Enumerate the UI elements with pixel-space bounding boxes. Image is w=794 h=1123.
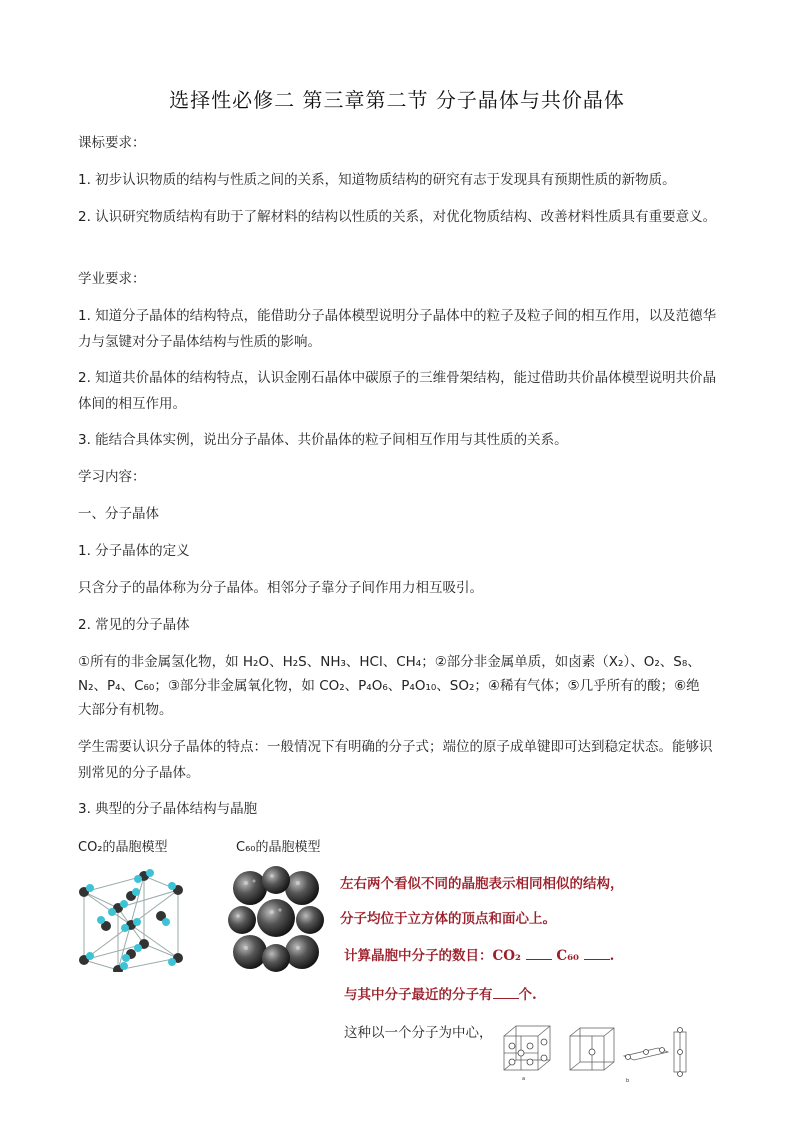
nearest-question-label: 与其中分子最近的分子有	[344, 987, 493, 1003]
center-text: 这种以一个分子为中心，	[344, 1025, 493, 1041]
academic-item-3: 3. 能结合具体实例，说出分子晶体、共价晶体的粒子间相互作用与其性质的关系。	[78, 432, 568, 448]
c60-unit-cell-image	[228, 866, 324, 972]
diagram-b-label: b	[626, 1078, 630, 1084]
count-question-label: 计算晶胞中分子的数目：CO₂	[344, 948, 521, 964]
academic-item-1: 1. 知道分子晶体的结构特点，能借助分子晶体模型说明分子晶体中的粒子及粒子间的相互作用，以及范德华力与氢键对分子晶体结构与性质的影响。	[78, 308, 717, 350]
c60-count-blank[interactable]	[584, 947, 610, 960]
academic-item-2: 2. 知道共价晶体的结构特点，认识金刚石晶体中碳原子的三维骨架结构，能过借助共价晶体模型说明共价晶体间的相互作用。	[78, 370, 717, 412]
student-text: 学生需要认识分子晶体的特点：一般情况下有明确的分子式；端位的原子成单键即可达到稳定状态。能够识别常见的分子晶体。	[78, 739, 713, 781]
learning-heading: 学习内容：	[78, 469, 146, 485]
curriculum-heading: 课标要求：	[78, 135, 146, 151]
curriculum-item-2: 2. 认识研究物质结构有助于了解材料的结构以性质的关系，对优化物质结构、改善材料性质具有重要意义。	[78, 209, 717, 225]
nearest-count-blank[interactable]	[493, 986, 519, 999]
co2-caption: CO₂的晶胞模型	[78, 840, 168, 855]
curriculum-item-1: 1. 初步认识物质的结构与性质之间的关系，知道物质结构的研究有志于发现具有预期性质的新物质。	[78, 172, 676, 188]
definition-text: 只含分子的晶体称为分子晶体。相邻分子靠分子间作用力相互吸引。	[78, 580, 483, 596]
co2-count-blank[interactable]	[526, 947, 552, 960]
diagram-b-image	[566, 1022, 696, 1084]
page-title: 选择性必修二 第三章第二节 分子晶体与共价晶体	[169, 88, 625, 112]
nearest-question-suffix: 个.	[518, 987, 537, 1003]
c60-caption: C₆₀的晶胞模型	[236, 840, 321, 855]
diagram-a-image	[500, 1022, 556, 1082]
part1-heading: 一、分子晶体	[78, 506, 159, 522]
diagram-a-label: a	[522, 1076, 526, 1082]
red-note-2: 分子均位于立方体的顶点和面心上。	[340, 911, 556, 927]
c60-label: C₆₀	[556, 948, 579, 964]
co2-unit-cell-image	[76, 868, 186, 972]
academic-heading: 学业要求：	[78, 271, 146, 287]
red-note-3: 计算晶胞中分子的数目：CO₂ C₆₀ .	[344, 948, 615, 964]
typical-heading: 3. 典型的分子晶体结构与晶胞	[78, 801, 258, 817]
common-line-3: 大部分有机物。	[78, 702, 173, 718]
red-note-4	[344, 982, 724, 1008]
common-line-1: ①所有的非金属氢化物，如 H₂O、H₂S、NH₃、HCl、CH₄；②部分非金属单质，如卤素（X₂）、O₂、S₈、	[78, 654, 701, 670]
common-heading: 2. 常见的分子晶体	[78, 617, 190, 633]
red-note-1: 左右两个看似不同的晶胞表示相同相似的结构，	[340, 876, 624, 892]
common-line-2: N₂、P₄、C₆₀；③部分非金属氧化物，如 CO₂、P₄O₆、P₄O₁₀、SO₂；④稀有气体；⑤几乎所有的酸；⑥绝	[78, 678, 700, 694]
definition-heading: 1. 分子晶体的定义	[78, 543, 190, 559]
